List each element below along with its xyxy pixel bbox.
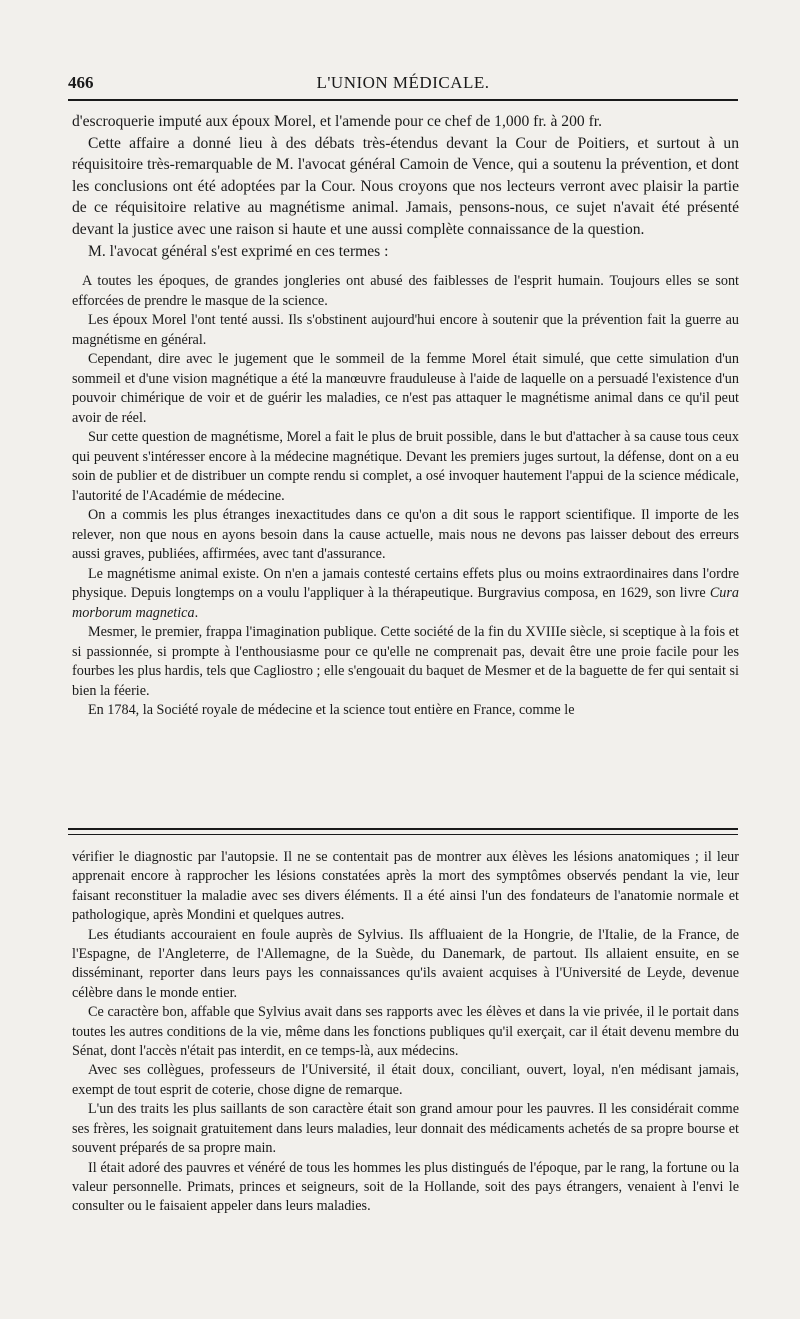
requisitoire-quote: [72, 272, 739, 721]
article-body: [72, 111, 739, 721]
intro-paragraph: Cette affaire a donné lieu à des débats très-étendus devant la Cour de Poitiers, et surtout à un réquisitoire très-remarquable de M. l'avocat général Camoin de Vence, qui a soutenu la prévention, et dont les conclusions ont été adoptées par la Cour. Nous croyons que nos lecteurs verront avec plaisir la partie de ce réquisitoire relative au magnétisme animal. Jamais, pensons-nous, ce sujet n'avait été présenté devant la justice avec une raison si haute et une aussi complète connaissance de la question.: [72, 134, 739, 238]
book-title: Cura morborum magnetica: [72, 585, 739, 621]
quote-paragraph: En 1784, la Société royale de médecine et la science tout entière en France, comme le: [88, 702, 575, 719]
intro-paragraph: d'escroquerie imputé aux époux Morel, et l'amende pour ce chef de 1,000 fr. à 200 fr.: [72, 113, 602, 130]
intro-paragraph: M. l'avocat général s'est exprimé en ces termes :: [88, 242, 389, 260]
quote-paragraph: Les époux Morel l'ont tenté aussi. Ils s'obstinent aujourd'hui encore à soutenir que la prévention fait la guerre au magnétisme en général.: [72, 312, 739, 348]
burgravius-text: Le magnétisme animal existe. On n'en a jamais contesté certains effets plus ou moins extraordinaires dans l'ordre physique. Depuis longtemps on a voulu l'appliquer à la thérapeutique. Burgravius composa, en 1629, son livre: [72, 565, 739, 602]
feuilleton-paragraph: Les étudiants accouraient en foule auprès de Sylvius. Ils affluaient de la Hongrie, de l'Italie, de la France, de l'Espagne, de l'Angleterre, de l'Allemagne, de la Suède, du Danemark, de partout. Ils allaient ensuite, en se disséminant, reporter dans leurs pays les connaissances qu'ils avaient acquises à l'Université de Leyde, devenue célèbre dans le monde entier.: [72, 926, 739, 1001]
quote-paragraph: Sur cette question de magnétisme, Morel a fait le plus de bruit possible, dans le but d'attacher à sa cause tous ceux qui peuvent s'intéresser encore à la médecine magnétique. Devant les premiers juges surtout, la défense, dont on a eu soin de publier et de distribuer un compte rendu si complet, a osé invoquer hautement l'appui de la science médicale, l'autorité de l'Académie de médecine.: [72, 429, 739, 504]
header-rule: [68, 99, 738, 101]
feuilleton-paragraph: Avec ses collègues, professeurs de l'Université, il était doux, conciliant, ouvert, loyal, n'en médisant jamais, exempt de tout esprit de coterie, chose digne de remarque.: [72, 1062, 739, 1098]
page-header: [68, 70, 738, 100]
quote-paragraph: A toutes les époques, de grandes jongleries ont abusé des faiblesses de l'esprit humain. Toujours elles se sont efforcées de prendre le masque de la science.: [72, 273, 739, 309]
burgravius-end: .: [194, 604, 199, 621]
feuilleton-paragraph: Il était adoré des pauvres et vénéré de tous les hommes les plus distingués de l'époque, par le rang, la fortune ou la valeur personnelle. Primats, princes et seigneurs, soit de la Hollande, soit des pays étrangers, venaient à l'envi le consulter ou le faisaient appeler dans leurs maladies.: [72, 1159, 739, 1215]
quote-paragraph: Mesmer, le premier, frappa l'imagination publique. Cette société de la fin du XVIIIe siècle, si sceptique à la fois et si passionnée, si prompte à l'enthousiasme pour ce qu'elle ne comprenait pas, devait être une proie facile pour les fourbes les plus hardis, tels que Cagliostro ; elle s'engouait du baquet de Mesmer et de la baguette de fer qui sentait si bien la féerie.: [72, 624, 739, 699]
feuilleton-body: [72, 848, 739, 1217]
feuilleton-paragraph: L'un des traits les plus saillants de son caractère était son grand amour pour les pauvres. Il les considérait comme ses frères, les soignait gratuitement dans leurs maladies, leur donnait des médicaments achetés de sa propre bourse et souvent préparés de sa propre main.: [72, 1101, 739, 1157]
page-number: 466: [68, 73, 94, 92]
quote-paragraph: Cependant, dire avec le jugement que le sommeil de la femme Morel était simulé, que cette simulation d'un sommeil et d'une vision magnétique a été la manœuvre frauduleuse à l'aide de laquelle on a persuadé l'existence d'un pouvoir chimérique de voir et de guérir les maladies, ce n'est pas attaquer le magnétisme animal dans ce qu'il peut avoir de réel.: [72, 351, 739, 426]
running-title: L'UNION MÉDICALE.: [316, 73, 490, 92]
feuilleton-paragraph: Ce caractère bon, affable que Sylvius avait dans ses rapports avec les élèves et dans la vie privée, il le portait dans toutes les autres conditions de la vie, même dans les fonctions publiques qu'il exerçait, car il était devenu membre du Sénat, dont l'accès n'était pas interdit, en ce temps-là, aux médecins.: [72, 1004, 739, 1060]
article-intro: [72, 111, 739, 262]
feuilleton-paragraph: vérifier le diagnostic par l'autopsie. Il ne se contentait pas de montrer aux élèves les lésions anatomiques ; il leur apprenait encore à rapprocher les lésions constatées après la mort des symptômes observés pendant la vie, leur faisant reconstituer la maladie avec ses divers éléments. Il a été ainsi l'un des fondateurs de l'anatomie normale et pathologique, après Mondini et quelques autres.: [72, 849, 739, 924]
quote-paragraph: On a commis les plus étranges inexactitudes dans ce qu'on a dit sous le rapport scientifique. Il importe de les relever, non que nous en ayons besoin dans la cause actuelle, mais nous ne devons pas laisser debout des erreurs aussi graves, publiées, affirmées, avec tant d'assurance.: [72, 507, 739, 563]
feuilleton-separator: [68, 828, 738, 835]
quote-paragraph-burgravius: [72, 565, 739, 624]
